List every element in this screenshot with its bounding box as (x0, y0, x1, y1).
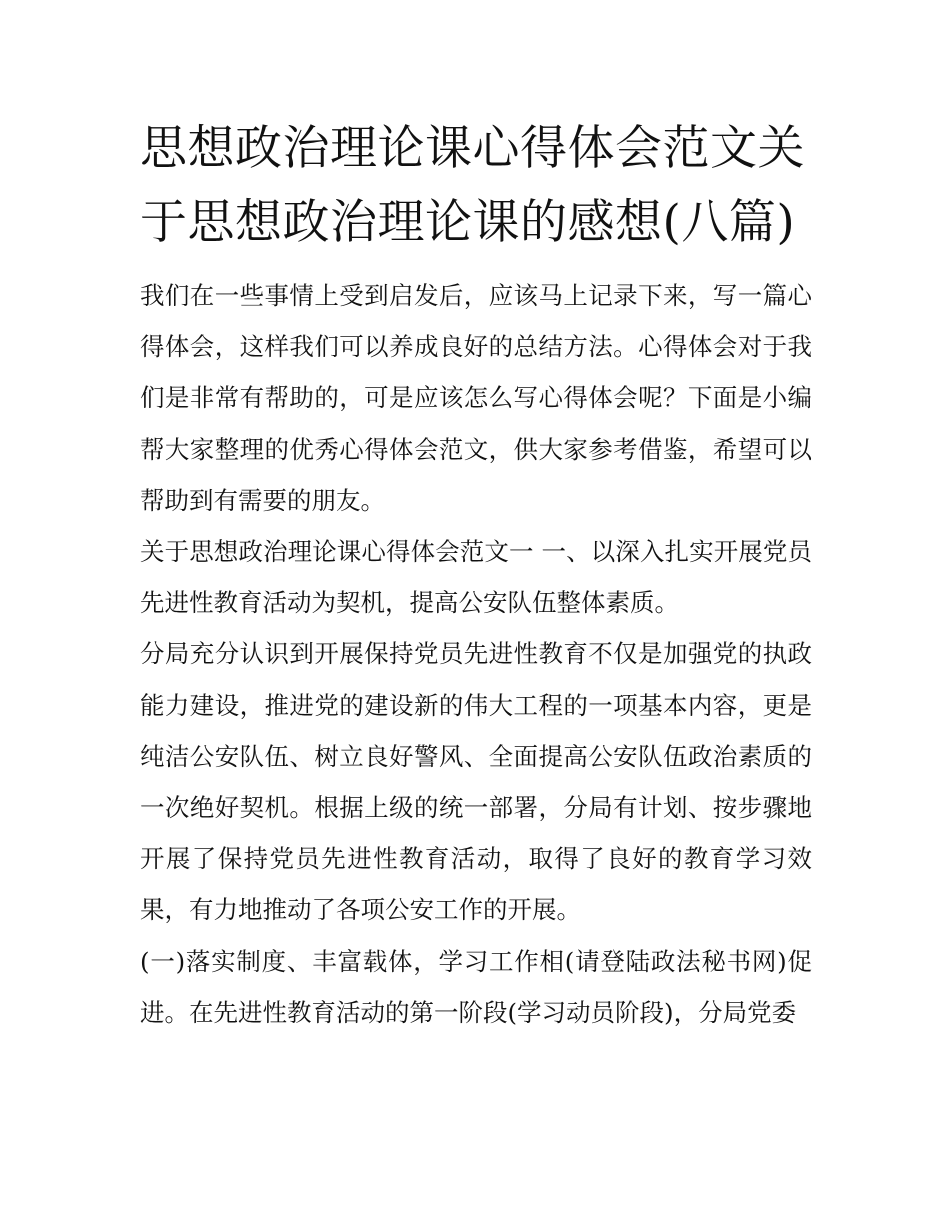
paragraph-intro: 我们在一些事情上受到启发后，应该马上记录下来，写一篇心得体会，这样我们可以养成良好的总结方法。心得体会对于我们是非常有帮助的，可是应该怎么写心得体会呢？下面是小编帮大家整理的优秀心得体会范文，供大家参考借鉴，希望可以帮助到有需要的朋友。 (140, 281, 812, 515)
paragraph-section-heading: 关于思想政治理论课心得体会范文一 一、以深入扎实开展党员先进性教育活动为契机，提高公安队伍整体素质。 (140, 537, 812, 618)
document-title: 思想政治理论课心得体会范文关于思想政治理论课的感想(八篇) (140, 121, 805, 250)
document-page (140, 112, 812, 1038)
paragraph-item-1: (一)落实制度、丰富载体，学习工作相(请登陆政法秘书网)促进。在先进性教育活动的第一阶段(学习动员阶段)，分局党委 (140, 946, 812, 1027)
paragraph-body: 分局充分认识到开展保持党员先进性教育不仅是加强党的执政能力建设，推进党的建设新的伟大工程的一项基本内容，更是纯洁公安队伍、树立良好警风、全面提高公安队伍政治素质的一次绝好契机。根据上级的统一部署，分局有计划、按步骤地开展了保持党员先进性教育活动，取得了良好的教育学习效果，有力地推动了各项公安工作的开展。 (140, 639, 812, 925)
